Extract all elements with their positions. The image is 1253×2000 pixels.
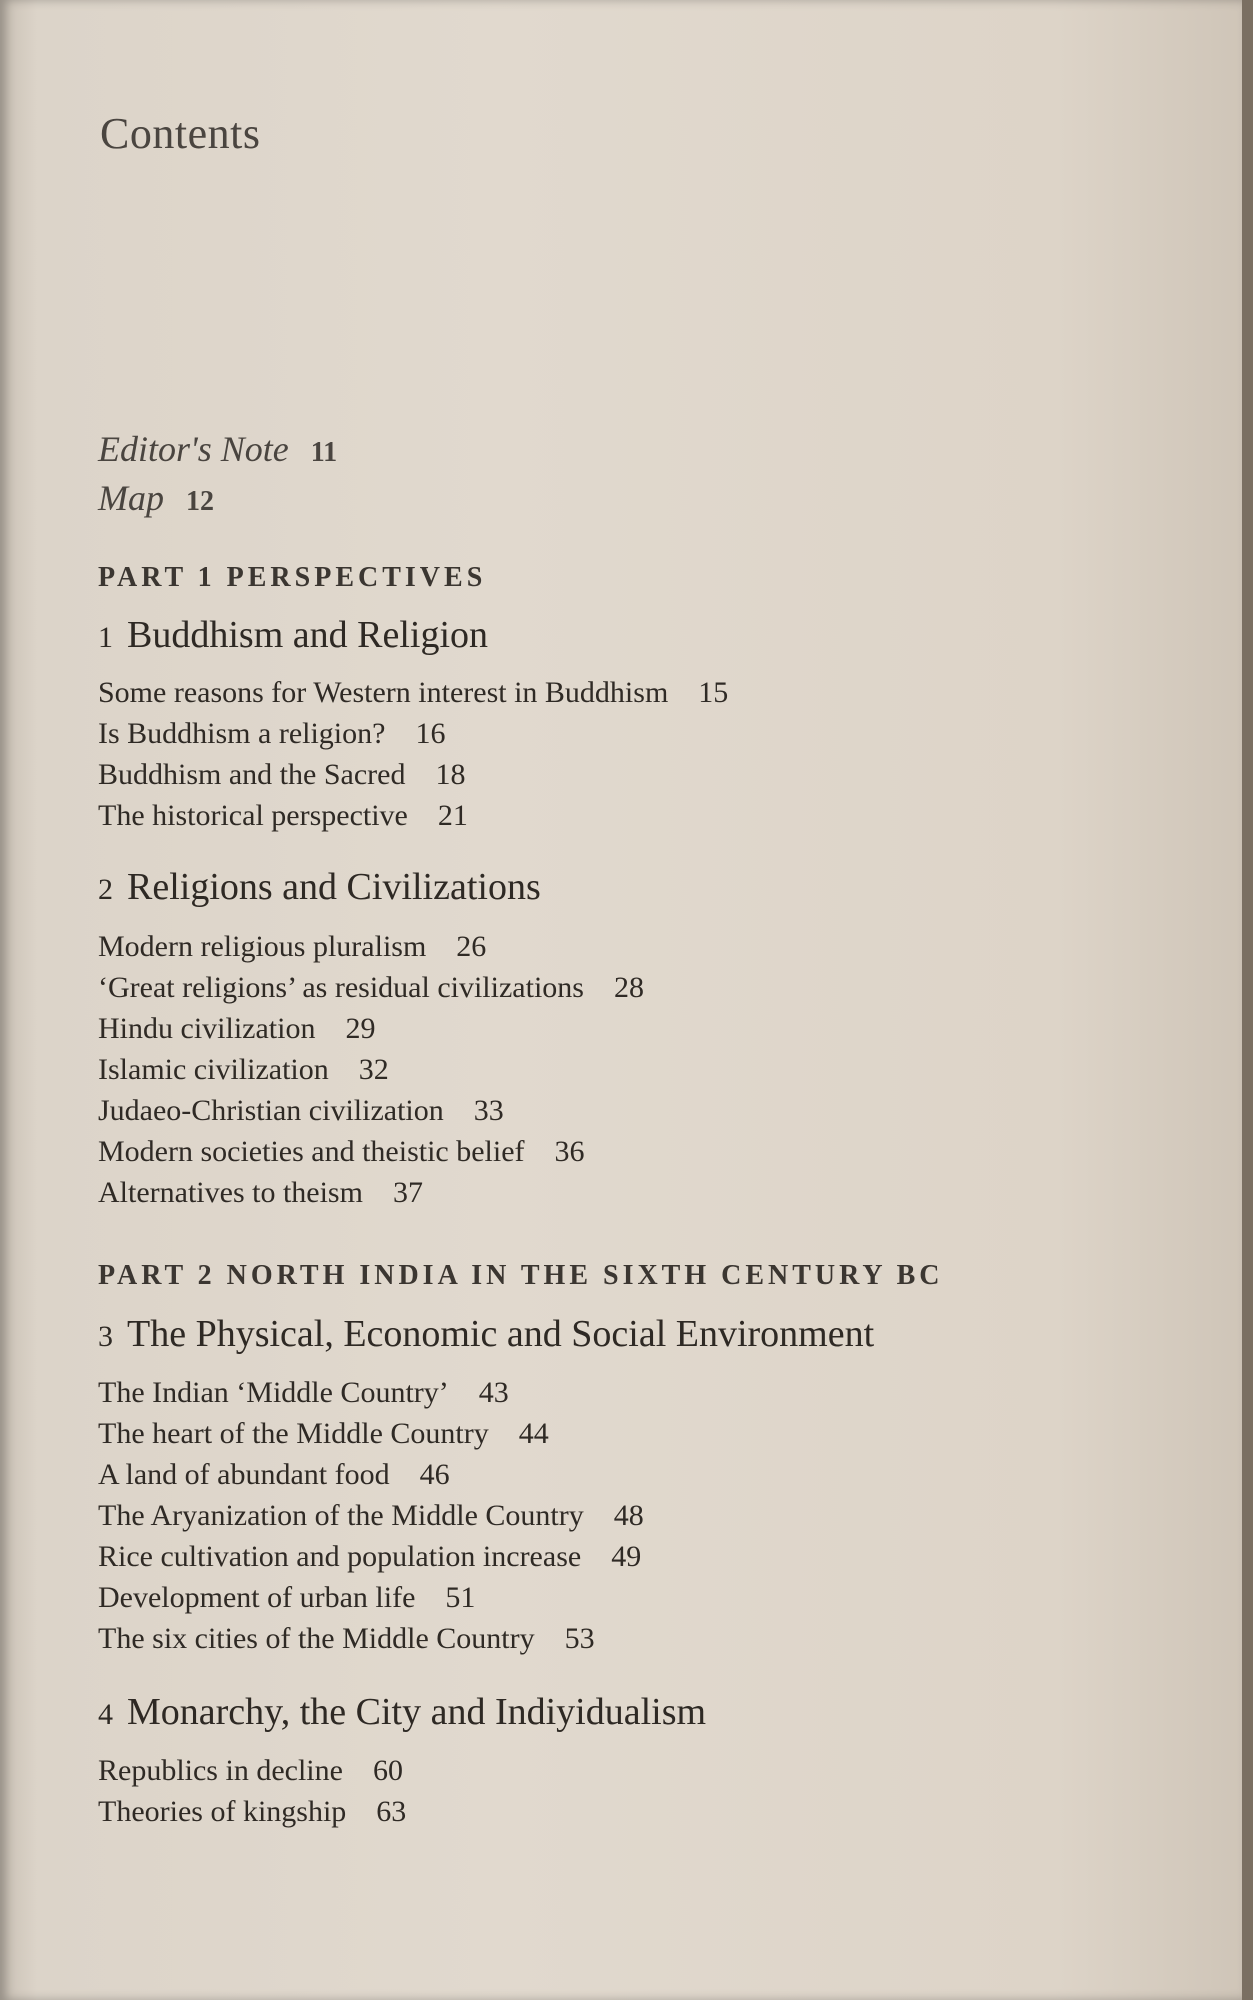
front-matter-map: [98, 477, 214, 519]
chapter-number: 1: [98, 621, 113, 654]
page-number: 63: [376, 1795, 407, 1828]
toc-entry: [98, 1413, 644, 1454]
chapter-entry-list: [98, 1372, 644, 1659]
page-number: 51: [445, 1581, 476, 1614]
toc-entry: [98, 1008, 644, 1049]
entry-label: The Indian ‘Middle Country’: [98, 1376, 449, 1409]
part-heading: PART 1 PERSPECTIVES: [98, 562, 487, 593]
entry-label: Theories of kingship: [98, 1795, 347, 1828]
page-number: 43: [478, 1376, 509, 1409]
page-number: 26: [456, 930, 487, 963]
page-number: 29: [345, 1012, 376, 1045]
toc-entry: [98, 672, 728, 713]
entry-label: Republics in decline: [98, 1754, 343, 1787]
entry-label: Some reasons for Western interest in Buddhism: [98, 676, 669, 709]
page-title: Contents: [100, 109, 261, 158]
entry-label: Development of urban life: [98, 1581, 416, 1614]
entry-label: The heart of the Middle Country: [98, 1417, 489, 1450]
page-number: 36: [554, 1135, 585, 1168]
entry-label: Rice cultivation and population increase: [98, 1540, 582, 1573]
chapter-title: The Physical, Economic and Social Environment: [127, 1313, 875, 1355]
chapter-heading: [98, 865, 541, 909]
toc-entry: [98, 1372, 644, 1413]
toc-entry: [98, 1049, 644, 1090]
toc-entry: [98, 1454, 644, 1495]
chapter-number: 2: [98, 873, 113, 906]
entry-label: The Aryanization of the Middle Country: [98, 1499, 584, 1532]
front-matter-editors-note: [98, 428, 337, 470]
entry-label: Map: [98, 478, 164, 518]
entry-label: Modern societies and theistic belief: [98, 1135, 525, 1168]
chapter-number: 4: [98, 1698, 113, 1731]
page-number: 44: [518, 1417, 549, 1450]
page-number: 48: [613, 1499, 644, 1532]
chapter-heading: [98, 613, 488, 657]
page-number: 32: [358, 1053, 389, 1086]
toc-entry: [98, 713, 728, 754]
page-number: 11: [310, 437, 338, 468]
page-number: 28: [613, 971, 644, 1004]
toc-entry: [98, 1536, 644, 1577]
entry-label: Hindu civilization: [98, 1012, 316, 1045]
entry-label: Modern religious pluralism: [98, 930, 427, 963]
page-number: 16: [415, 717, 446, 750]
entry-label: Editor's Note: [98, 429, 289, 469]
chapter-heading: [98, 1312, 874, 1356]
toc-entry: [98, 754, 728, 795]
page-number: 15: [698, 676, 729, 709]
part-heading: PART 2 NORTH INDIA IN THE SIXTH CENTURY BC: [98, 1260, 944, 1291]
page-number: 53: [564, 1622, 595, 1655]
page-number: 37: [392, 1176, 423, 1209]
chapter-number: 3: [98, 1320, 113, 1353]
chapter-entry-list: [98, 926, 644, 1213]
entry-label: Islamic civilization: [98, 1053, 329, 1086]
chapter-title: Monarchy, the City and Indiyidualism: [127, 1691, 707, 1733]
entry-label: A land of abundant food: [98, 1458, 390, 1491]
toc-entry: [98, 1495, 644, 1536]
toc-entry: [98, 1791, 406, 1832]
page-number: 46: [419, 1458, 450, 1491]
page-number: 60: [372, 1754, 403, 1787]
page-number: 49: [611, 1540, 642, 1573]
page-number: 12: [186, 486, 214, 517]
toc-entry: [98, 1750, 406, 1791]
entry-label: The historical perspective: [98, 799, 408, 832]
toc-entry: [98, 1131, 644, 1172]
chapter-title: Religions and Civilizations: [127, 866, 541, 908]
chapter-heading: [98, 1690, 706, 1734]
entry-label: The six cities of the Middle Country: [98, 1622, 535, 1655]
page-number: 33: [473, 1094, 504, 1127]
page-number: 21: [437, 799, 468, 832]
entry-label: Judaeo-Christian civilization: [98, 1094, 444, 1127]
toc-entry: [98, 1618, 644, 1659]
chapter-entry-list: [98, 1750, 406, 1832]
entry-label: Buddhism and the Sacred: [98, 758, 406, 791]
toc-entry: [98, 1577, 644, 1618]
chapter-entry-list: [98, 672, 728, 836]
entry-label: Alternatives to theism: [98, 1176, 363, 1209]
toc-entry: [98, 967, 644, 1008]
toc-entry: [98, 926, 644, 967]
toc-entry: [98, 1090, 644, 1131]
page-number: 18: [435, 758, 466, 791]
entry-label: ‘Great religions’ as residual civilizations: [98, 971, 584, 1004]
toc-entry: [98, 795, 728, 836]
toc-entry: [98, 1172, 644, 1213]
chapter-title: Buddhism and Religion: [127, 614, 488, 656]
entry-label: Is Buddhism a religion?: [98, 717, 386, 750]
